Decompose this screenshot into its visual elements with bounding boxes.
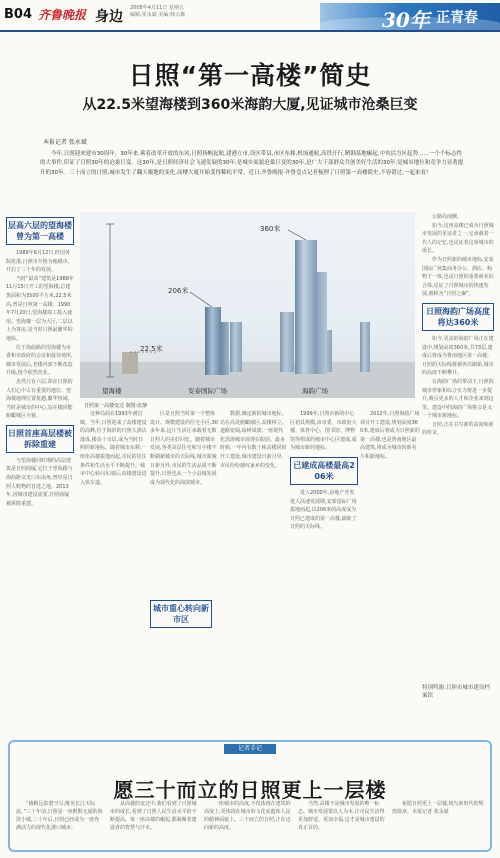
commentary-column-5 — [392, 800, 484, 850]
anniversary-banner — [320, 3, 500, 30]
article-title: 日照“第一高楼”简史 — [128, 61, 372, 90]
location-wanghai: 望海楼 — [102, 387, 122, 395]
commentary-tag: 记者手记 — [224, 744, 276, 754]
left-paragraph: 1989年6月12日,经国务院批准,日照市升格为地级市,开启了三十年的发展。 — [6, 250, 70, 274]
left-paragraph: 与望海楼同时期的高层建筑是日照商厦,它位于望海路与海曲路交叉口东南角,曾经是日照人购物的首选之地。2013年,因城市建设需要,日照商厦被拆除重建。 — [6, 457, 73, 507]
left-paragraph: 虽然只有六层,却在日照的人们心中占有重要的地位。望海楼地理位置优越,繁华热闹,当时是城市的中心,站在楼顶能俯瞰城区全貌。 — [6, 378, 73, 420]
height-annotation-lines — [80, 212, 415, 398]
header-date: 2008年4月11日 星期五 — [130, 5, 184, 11]
commentary-column-1 — [16, 800, 104, 850]
left-paragraph: 当时“最高”建筑是1988年11月15日开工的望海楼,总建筑面积为3500平方米,22.5米高,曾是日照第一高楼。1990年7月20日,望海楼竣工投入使用。望海楼一层为大厅,二层以上为客房,是当时日照最繁华的地标。 — [6, 275, 74, 342]
paper-logo: 齐鲁晚报 — [38, 8, 87, 22]
commentary-paragraph: “樯帆远影碧空尽,唯见长江天际流。”三十年前,日照是一座默默无闻的海滨小城,三十年后,日照已经成为一座充满活力的现代化港口城市。 — [16, 801, 103, 831]
commentary-column-3 — [204, 800, 292, 850]
page-header — [0, 0, 500, 32]
banner-number: 30年 — [382, 8, 430, 30]
height-label-360: 360米 — [260, 225, 281, 233]
commentary-paragraph: 从高楼的变迁中,我们看到了日照城市的成长,看到了日照人民生活水平的不断提高。每一座高楼的崛起,都凝聚着建设者的智慧与汗水。 — [110, 801, 197, 831]
subhead-206m: 已建成高楼最高206米 — [290, 457, 358, 485]
middle-column-4 — [290, 410, 358, 700]
right-subhead: 日照海韵广场高度将达360米 — [422, 303, 494, 331]
middle-column-1 — [80, 410, 148, 700]
header-meta — [130, 5, 185, 19]
left-column — [6, 213, 74, 745]
right-paragraph: 在海韵广场的带动下,日照的城市形象和综合实力将进一步提升,吸引更多的人才和企业来到这里。建设中的海韵广场将会是又一个城市新地标。 — [422, 378, 494, 420]
middle-column-5 — [360, 410, 420, 700]
commentary-paragraph: 当然,高楼不是城市发展的唯一标志。城市发展要以人为本,让市民生活得更加舒适、更加幸福,这才是城市建设的真正目的。 — [298, 801, 385, 831]
commentary-column-4 — [298, 800, 386, 850]
right-column — [422, 213, 494, 685]
right-paragraph: 如今,这座高楼已成为日照城市发展的见证者之一,它承载着一代人的记忆,也见证着这座城市的成长。 — [422, 222, 494, 255]
right-paragraph: 如今,更高的海韵广场正在建设中,规划高度360米,共73层,建成后将成为鲁南地区第一高楼。日照的天际线将被再次刷新,城市的高度不断攀升。 — [422, 335, 494, 377]
acknowledgement: 特别鸣谢:日照市城市建设档案馆 — [422, 685, 490, 699]
commentary-paragraph: 一座城市的高度,不仅体现在建筑的高度上,更体现在城市的文化底蕴和人民的精神面貌上。三十而立的日照,正在迈向新的高度。 — [204, 801, 291, 831]
right-paragraph: 作为日照新的城市地标,安泰国际广场集商务办公、酒店、购物于一体,也是日照的重要商业综合体,见证了日照城市的快速发展,被称为“日照之巅”。 — [422, 256, 494, 298]
commentary-paragraph: 祝愿日照更上一层楼,续写新时代的辉煌篇章。本报记者 张永斌 — [392, 801, 484, 815]
middle-column-2 — [150, 410, 218, 700]
body-paragraph: 1999年,日照市新的中心区初具规模,由市委、市政府大楼、体育中心、图书馆、博物馆等组成的城市中心区建成,成为城市新的地标。 — [290, 411, 357, 452]
body-paragraph: 这种局面在1993年被打破。当年,日照迎来了高楼建设的高峰,位于海滨的日照大酒店落成,楼高十余层,成为当时日照的新地标。随着城市东移,一座座高楼拔地而起,市民的居住条件和生活水平不断提升。城市中心转向东部后,高楼建设进入快车道。 — [80, 411, 147, 486]
left-paragraph: 位于海曲路的望海楼为市委和市政府的会议和接待场所,城市发展后,老楼内部不断改造升级,现今依然营业。 — [6, 344, 73, 377]
article-lead: 今年,日照迎来建市30周年。30年来,乘着改革开放的东风,日照扬帆起航,建港立市,设区带县,市区东移,机场通航,高铁开行,精钢基地崛起,中央活力区起势……一个个标志性的大事件,印证了日照30年的沧桑巨变。这30年,是日照经济社会飞速发展的30年,是城乡面貌沧桑巨变的30年,是广大干部群众共创美好生活的30年,是城市地位和竞争力显著提升的30年。三十而立的日照,城市发生了翻天覆地的变化,高楼大厦开始变得稀松平常。近日,齐鲁晚报·齐鲁壹点记者梳理了日照第一高楼简史,不容错过,一起来看! — [40, 151, 464, 176]
height-label-22-5: 22.5米 — [140, 345, 163, 353]
subhead-city-center: 城市重心转向新市区 — [150, 600, 212, 628]
article-subtitle: 从22.5米望海楼到360米海韵大厦,见证城市沧桑巨变 — [82, 97, 418, 113]
body-paragraph: 数据,确定新的城市地标。站在高处俯瞰城区,高楼林立,道路宽阔,绿树成荫,一座现代化滨海城市展现在眼前。最多时候,一年内有数十栋高楼同时开工建设,城市建设日新月异,市民纷纷感叹家乡的变化。 — [220, 411, 287, 469]
skyline-illustration — [80, 212, 415, 398]
banner-text: 正青春 — [436, 10, 478, 26]
photo-caption: 日照第一高楼变迁 制图:张静 — [84, 403, 148, 409]
article-byline: 本报记者 张永斌 — [43, 139, 87, 146]
body-paragraph: 区是日照当时第一个整体设计、规模建设的住宅小区,30多年来,这片生活区承载着无数日照人的美好回忆。随着城市发展,各类高层住宅和写字楼不断刷新城市的天际线,城市面貌日新月异,市民的生活品质不断提升,日照也从一个小县城发展成为现代化的海滨城市。 — [150, 411, 218, 486]
location-antai: 安泰国际广场 — [188, 387, 227, 395]
body-paragraph: 进入2000年,房地产开发进入高速发展期,安泰国际广场拔地而起,以206米的高度成为日照已建成的第一高楼,刷新了日照的天际线。 — [290, 489, 357, 531]
left-subhead-1: 层高六层的望海楼曾为第一高楼 — [6, 217, 74, 245]
section-name: 身边 — [95, 9, 123, 25]
page-number: B04 — [4, 7, 32, 22]
commentary-column-2 — [110, 800, 198, 850]
height-label-206: 206米 — [168, 287, 189, 295]
location-haiyun: 海韵广场 — [302, 387, 328, 395]
body-paragraph: 2012年,日照海韵广场项目开工建设,规划高度360米,建成后将成为日照新的第一高楼,也是鲁南地区最高建筑,将成为城市的新名片和新地标。 — [360, 411, 420, 460]
right-paragraph: 日照,正在书写新的高度和新的传奇。 — [422, 421, 494, 437]
left-subhead-2: 日照首座高层楼被拆除重建 — [6, 425, 74, 453]
right-paragraph: 公路局南侧。 — [432, 214, 463, 220]
commentary-title: 愿三十而立的日照更上一层楼 — [113, 778, 387, 802]
middle-column-3 — [220, 410, 288, 700]
header-editors: 编辑:张永斌 美编:韩云森 — [130, 12, 185, 18]
